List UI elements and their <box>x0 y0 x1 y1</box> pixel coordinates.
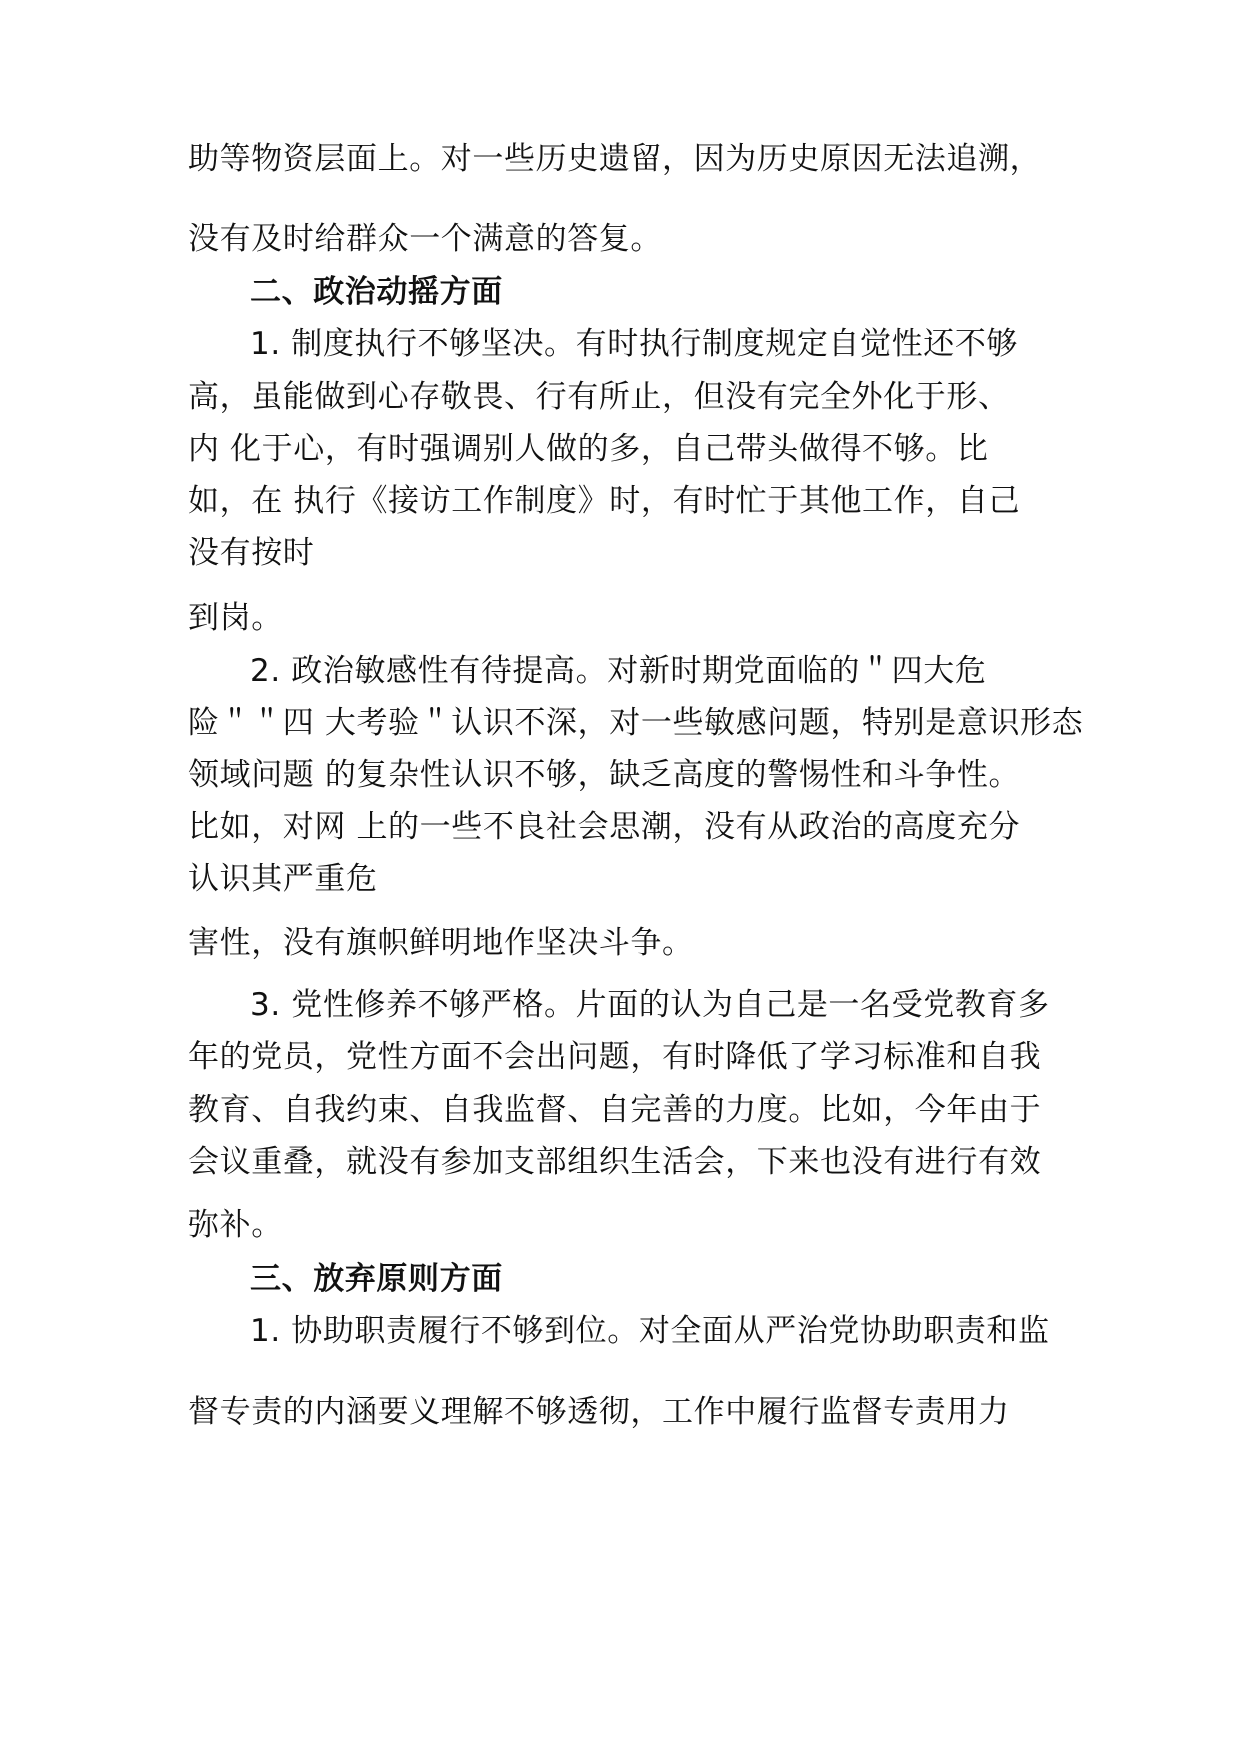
text-line: 弥补。 <box>188 1207 283 1243</box>
text-line: 害性，没有旗帜鲜明地作坚决斗争。 <box>188 925 694 961</box>
text-line: 督专责的内涵要义理解不够透彻，工作中履行监督专责用力 <box>188 1394 1010 1430</box>
text-line: 领域问题 的复杂性认识不够，缺乏高度的警惕性和斗争性。 <box>188 757 1021 793</box>
section-heading: 三、放弃原则方面 <box>250 1261 503 1297</box>
text-line: 3. 党性修养不够严格。片面的认为自己是一名受党教育多 <box>250 987 1050 1023</box>
text-line: 认识其严重危 <box>188 861 378 897</box>
text-line: 比如，对网 上的一些不良社会思潮，没有从政治的高度充分 <box>188 809 1021 845</box>
text-line: 到岗。 <box>188 600 283 636</box>
text-line: 如，在 执行《接访工作制度》时，有时忙于其他工作，自己 <box>188 483 1021 519</box>
text-line: 助等物资层面上。对一些历史遗留，因为历史原因无法追溯， <box>188 141 1042 177</box>
text-line: 1. 协助职责履行不够到位。对全面从严治党协助职责和监 <box>250 1313 1050 1349</box>
text-line: 教育、自我约束、自我监督、自完善的力度。比如，今年由于 <box>188 1092 1042 1128</box>
text-line: 年的党员，党性方面不会出问题，有时降低了学习标准和自我 <box>188 1039 1042 1075</box>
text-line: 没有及时给群众一个满意的答复。 <box>188 221 662 257</box>
text-line: 险＂＂四 大考验＂认识不深，对一些敏感问题，特别是意识形态 <box>188 705 1084 741</box>
text-line: 1. 制度执行不够坚决。有时执行制度规定自觉性还不够 <box>250 326 1019 362</box>
text-line: 高，虽能做到心存敬畏、行有所止，但没有完全外化于形、 <box>188 379 1010 415</box>
text-line: 2. 政治敏感性有待提高。对新时期党面临的＂四大危 <box>250 653 987 689</box>
text-line: 会议重叠，就没有参加支部组织生活会，下来也没有进行有效 <box>188 1144 1042 1180</box>
text-line: 没有按时 <box>188 535 315 571</box>
text-line: 内 化于心，有时强调别人做的多，自己带头做得不够。比 <box>188 431 989 467</box>
section-heading: 二、政治动摇方面 <box>250 274 503 310</box>
